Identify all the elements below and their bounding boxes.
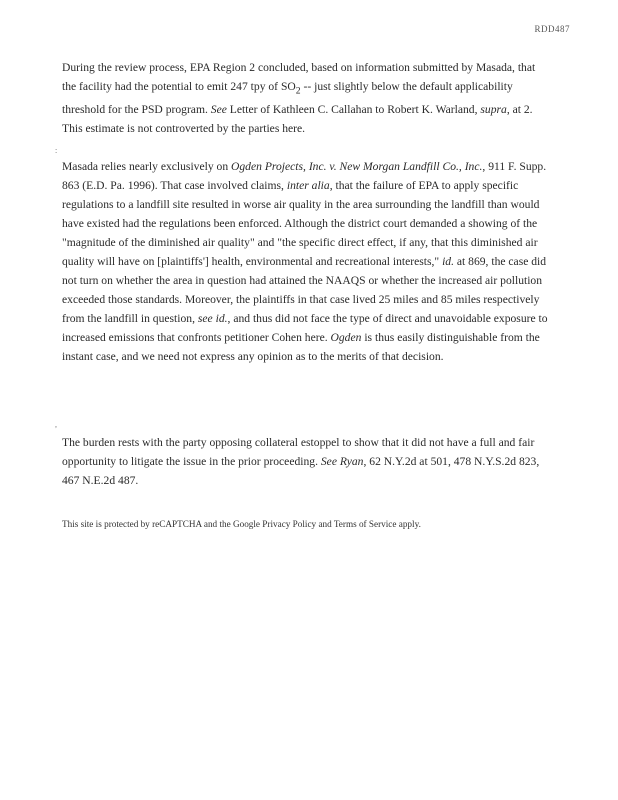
italic-citation: inter alia bbox=[286, 179, 330, 192]
recaptcha-notice: This site is protected by reCAPTCHA and the Google Privacy Policy and Terms of Service apply. bbox=[62, 519, 421, 529]
footnote-marker-2: , bbox=[55, 420, 57, 429]
italic-citation: See bbox=[210, 103, 227, 117]
italic-citation: id. bbox=[442, 255, 454, 268]
text-run: , 911 F. Supp. 863 (E.D. Pa. 1996). That case involved claims, bbox=[62, 160, 547, 192]
text-run: Masada relies nearly exclusively on bbox=[62, 160, 232, 173]
text-run: Letter of Kathleen C. Callahan to Robert K. Warland, bbox=[226, 103, 481, 117]
italic-citation: supra bbox=[480, 103, 507, 117]
italic-citation: See Ryan bbox=[320, 455, 364, 468]
italic-citation: Ogden Projects, Inc. v. New Morgan Landfill Co., Inc. bbox=[231, 160, 483, 173]
italic-citation: Ogden bbox=[330, 331, 362, 344]
text-run: is thus easily distinguishable from the instant case, and we need not express any opinion as to the merits of that decision. bbox=[62, 331, 540, 363]
text-run: , that the failure of EPA to apply specific regulations to a landfill site resulted in worse air quality in the area surrounding the landfill than would have existed had the regulations been enforced. Although the district court demanded a showing of the "magnitude of the diminished air quality" and "the specific direct effect, if any, that this diminished air quality will have on [plaintiffs'] health, environmental and recreational interests," bbox=[62, 179, 540, 268]
footnote-paragraph-3 bbox=[62, 433, 548, 490]
text-run: , and thus did not face the type of direct and unavoidable exposure to increased emissions that confronts petitioner Cohen here. bbox=[62, 312, 548, 344]
text-run: -- just slightly below the default applicability threshold for the PSD program. bbox=[62, 80, 513, 117]
footnote-paragraph-1 bbox=[62, 58, 548, 138]
text-run: The burden rests with the party opposing collateral estoppel to show that it did not have a full and fair opportunity to litigate the issue in the prior proceeding. bbox=[62, 436, 535, 468]
italic-citation: see id. bbox=[197, 312, 228, 325]
footnote-marker-1: : bbox=[55, 146, 58, 155]
text-run: During the review process, EPA Region 2 concluded, based on information submitted by Masada, that the facility had the potential to emit 247 tpy of SO bbox=[62, 61, 536, 93]
footnote-paragraph-2 bbox=[62, 157, 548, 366]
subscript-text: 2 bbox=[295, 85, 301, 97]
page-identifier: RDD487 bbox=[534, 24, 570, 34]
text-run: , 62 N.Y.2d at 501, 478 N.Y.S.2d 823, 467 N.E.2d 487. bbox=[62, 455, 540, 487]
text-run: at 869, the case did not turn on whether the area in question had attained the NAAQS or whether the increased air pollution exceeded those standards. Moreover, the plaintiffs in that case lived 25 miles and 85 miles respectively from the landfill in question, bbox=[62, 255, 547, 325]
text-run: , at 2. This estimate is not controverted by the parties here. bbox=[62, 103, 533, 136]
